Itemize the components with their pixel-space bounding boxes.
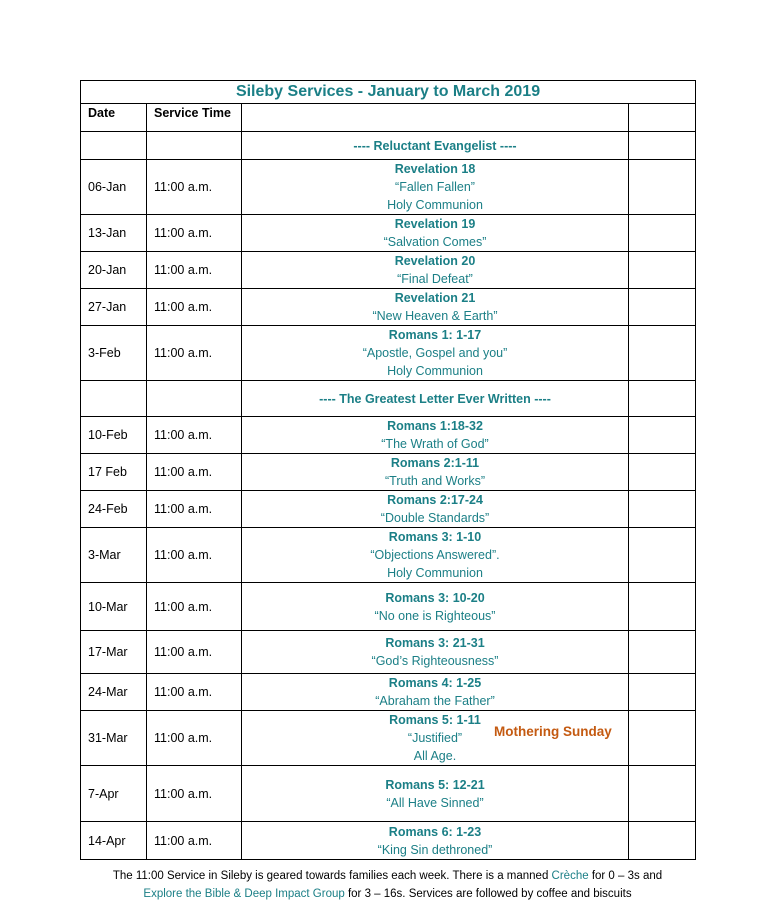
section-heading: ---- Reluctant Evangelist ---- bbox=[242, 132, 629, 160]
time-cell: 11:00 a.m. bbox=[147, 583, 242, 631]
time-cell: 11:00 a.m. bbox=[147, 252, 242, 289]
service-note: Holy Communion bbox=[387, 198, 483, 212]
service-note: All Age. bbox=[413, 749, 457, 763]
table-row bbox=[81, 491, 696, 528]
header-row bbox=[81, 104, 696, 132]
service-note: “Justified” bbox=[407, 731, 463, 745]
time-cell: 11:00 a.m. bbox=[147, 674, 242, 711]
service-note: “No one is Righteous” bbox=[374, 608, 496, 623]
blank-cell bbox=[629, 326, 696, 381]
header-blank-2 bbox=[629, 104, 696, 132]
creche-text: Crèche bbox=[551, 870, 589, 882]
page-title: Sileby Services - January to March 2019 bbox=[81, 81, 696, 104]
service-note: “Objections Answered”. bbox=[370, 548, 500, 562]
service-note: Holy Communion bbox=[387, 566, 483, 580]
service-detail bbox=[242, 417, 629, 454]
service-detail bbox=[242, 583, 629, 631]
footer-text-2b: for 3 – 16s. Services are followed by coffee and biscuits bbox=[344, 888, 632, 900]
scripture-reference: Romans 4: 1-25 bbox=[388, 676, 482, 690]
date-cell: 3-Feb bbox=[81, 326, 147, 381]
blank-cell bbox=[629, 583, 696, 631]
table-row bbox=[81, 417, 696, 454]
time-cell: 11:00 a.m. bbox=[147, 528, 242, 583]
service-note: “God’s Righteousness” bbox=[371, 654, 499, 668]
service-detail bbox=[242, 674, 629, 711]
time-cell: 11:00 a.m. bbox=[147, 417, 242, 454]
date-cell: 27-Jan bbox=[81, 289, 147, 326]
blank-cell bbox=[629, 215, 696, 252]
blank-cell bbox=[629, 631, 696, 674]
scripture-reference: Revelation 18 bbox=[394, 162, 476, 176]
service-detail bbox=[242, 326, 629, 381]
table-row bbox=[81, 631, 696, 674]
scripture-reference: Revelation 19 bbox=[394, 217, 476, 231]
table-row bbox=[81, 289, 696, 326]
scripture-reference: Romans 3: 1-10 bbox=[388, 530, 482, 544]
mothering-sunday-label: Mothering Sunday bbox=[494, 724, 612, 739]
footer-line-1 bbox=[80, 867, 695, 885]
service-detail bbox=[242, 631, 629, 674]
date-cell: 20-Jan bbox=[81, 252, 147, 289]
blank-cell bbox=[629, 766, 696, 822]
service-note: “Apostle, Gospel and you” bbox=[362, 346, 508, 360]
blank-cell bbox=[629, 528, 696, 583]
service-detail bbox=[242, 491, 629, 528]
time-cell: 11:00 a.m. bbox=[147, 822, 242, 860]
time-cell: 11:00 a.m. bbox=[147, 326, 242, 381]
blank-cell bbox=[629, 711, 696, 766]
service-note: “Abraham the Father” bbox=[375, 694, 495, 708]
scripture-reference: Romans 3: 10-20 bbox=[385, 590, 485, 605]
time-cell-empty bbox=[147, 132, 242, 160]
service-detail bbox=[242, 215, 629, 252]
scripture-reference: Romans 5: 1-11 bbox=[389, 713, 481, 727]
blank-cell bbox=[629, 822, 696, 860]
services-table bbox=[80, 80, 696, 860]
time-cell-empty bbox=[147, 381, 242, 417]
title-row bbox=[81, 81, 696, 104]
time-cell: 11:00 a.m. bbox=[147, 289, 242, 326]
service-detail bbox=[242, 289, 629, 326]
date-cell-empty bbox=[81, 132, 147, 160]
footer-text-1b: for 0 – 3s and bbox=[588, 870, 663, 882]
service-detail bbox=[242, 528, 629, 583]
table-row bbox=[81, 822, 696, 860]
service-note: “Final Defeat” bbox=[397, 272, 473, 286]
blank-cell bbox=[629, 381, 696, 417]
service-note: Holy Communion bbox=[387, 364, 483, 378]
blank-cell bbox=[629, 289, 696, 326]
time-cell: 11:00 a.m. bbox=[147, 454, 242, 491]
blank-cell bbox=[629, 417, 696, 454]
service-note: “Salvation Comes” bbox=[383, 235, 487, 249]
table-row bbox=[81, 454, 696, 491]
blank-cell bbox=[629, 252, 696, 289]
service-detail bbox=[242, 766, 629, 822]
footer-text-1a: The 11:00 Service in Sileby is geared towards families each week. There is a manned bbox=[112, 870, 552, 882]
service-note: “New Heaven & Earth” bbox=[372, 309, 498, 323]
scripture-reference: Revelation 20 bbox=[394, 254, 476, 268]
date-cell: 24-Feb bbox=[81, 491, 147, 528]
service-note: “Double Standards” bbox=[380, 511, 490, 525]
date-cell: 17 Feb bbox=[81, 454, 147, 491]
service-detail bbox=[242, 822, 629, 860]
table-row bbox=[81, 252, 696, 289]
service-detail bbox=[242, 160, 629, 215]
section-heading: ---- The Greatest Letter Ever Written ---- bbox=[242, 381, 629, 417]
service-note: “Truth and Works” bbox=[384, 474, 486, 488]
scripture-reference: Romans 1: 1-17 bbox=[388, 328, 482, 342]
scripture-reference: Romans 5: 12-21 bbox=[385, 777, 485, 792]
table-row bbox=[81, 766, 696, 822]
scripture-reference: Romans 1:18-32 bbox=[387, 419, 483, 433]
date-cell: 7-Apr bbox=[81, 766, 147, 822]
table-row bbox=[81, 583, 696, 631]
service-note: “King Sin dethroned” bbox=[377, 842, 493, 857]
table-row bbox=[81, 326, 696, 381]
footer-note bbox=[80, 867, 695, 903]
date-cell: 17-Mar bbox=[81, 631, 147, 674]
time-cell: 11:00 a.m. bbox=[147, 215, 242, 252]
header-date: Date bbox=[81, 104, 147, 132]
scripture-reference: Romans 6: 1-23 bbox=[388, 824, 482, 839]
date-cell: 10-Feb bbox=[81, 417, 147, 454]
services-table-body bbox=[81, 81, 696, 860]
header-service-time: Service Time bbox=[147, 104, 242, 132]
blank-cell bbox=[629, 674, 696, 711]
service-detail bbox=[242, 252, 629, 289]
explore-bible-text: Explore the Bible & Deep Impact Group bbox=[143, 888, 345, 900]
date-cell: 06-Jan bbox=[81, 160, 147, 215]
service-detail bbox=[242, 454, 629, 491]
table-row bbox=[81, 674, 696, 711]
date-cell: 24-Mar bbox=[81, 674, 147, 711]
scripture-reference: Romans 2:17-24 bbox=[387, 493, 483, 507]
time-cell: 11:00 a.m. bbox=[147, 160, 242, 215]
table-row bbox=[81, 215, 696, 252]
date-cell-empty bbox=[81, 381, 147, 417]
time-cell: 11:00 a.m. bbox=[147, 631, 242, 674]
table-row bbox=[81, 528, 696, 583]
time-cell: 11:00 a.m. bbox=[147, 711, 242, 766]
scripture-reference: Romans 2:1-11 bbox=[390, 456, 480, 470]
blank-cell bbox=[629, 491, 696, 528]
section-row bbox=[81, 381, 696, 417]
scripture-reference: Romans 3: 21-31 bbox=[385, 636, 485, 650]
blank-cell bbox=[629, 160, 696, 215]
date-cell: 13-Jan bbox=[81, 215, 147, 252]
date-cell: 31-Mar bbox=[81, 711, 147, 766]
time-cell: 11:00 a.m. bbox=[147, 766, 242, 822]
table-row bbox=[81, 160, 696, 215]
service-note: “All Have Sinned” bbox=[386, 795, 484, 810]
footer-line-2 bbox=[80, 885, 695, 903]
header-blank bbox=[242, 104, 629, 132]
section-row bbox=[81, 132, 696, 160]
date-cell: 14-Apr bbox=[81, 822, 147, 860]
time-cell: 11:00 a.m. bbox=[147, 491, 242, 528]
service-note: “The Wrath of God” bbox=[381, 437, 489, 451]
scripture-reference: Revelation 21 bbox=[394, 291, 476, 305]
service-note: “Fallen Fallen” bbox=[395, 180, 475, 194]
date-cell: 10-Mar bbox=[81, 583, 147, 631]
blank-cell bbox=[629, 132, 696, 160]
blank-cell bbox=[629, 454, 696, 491]
date-cell: 3-Mar bbox=[81, 528, 147, 583]
